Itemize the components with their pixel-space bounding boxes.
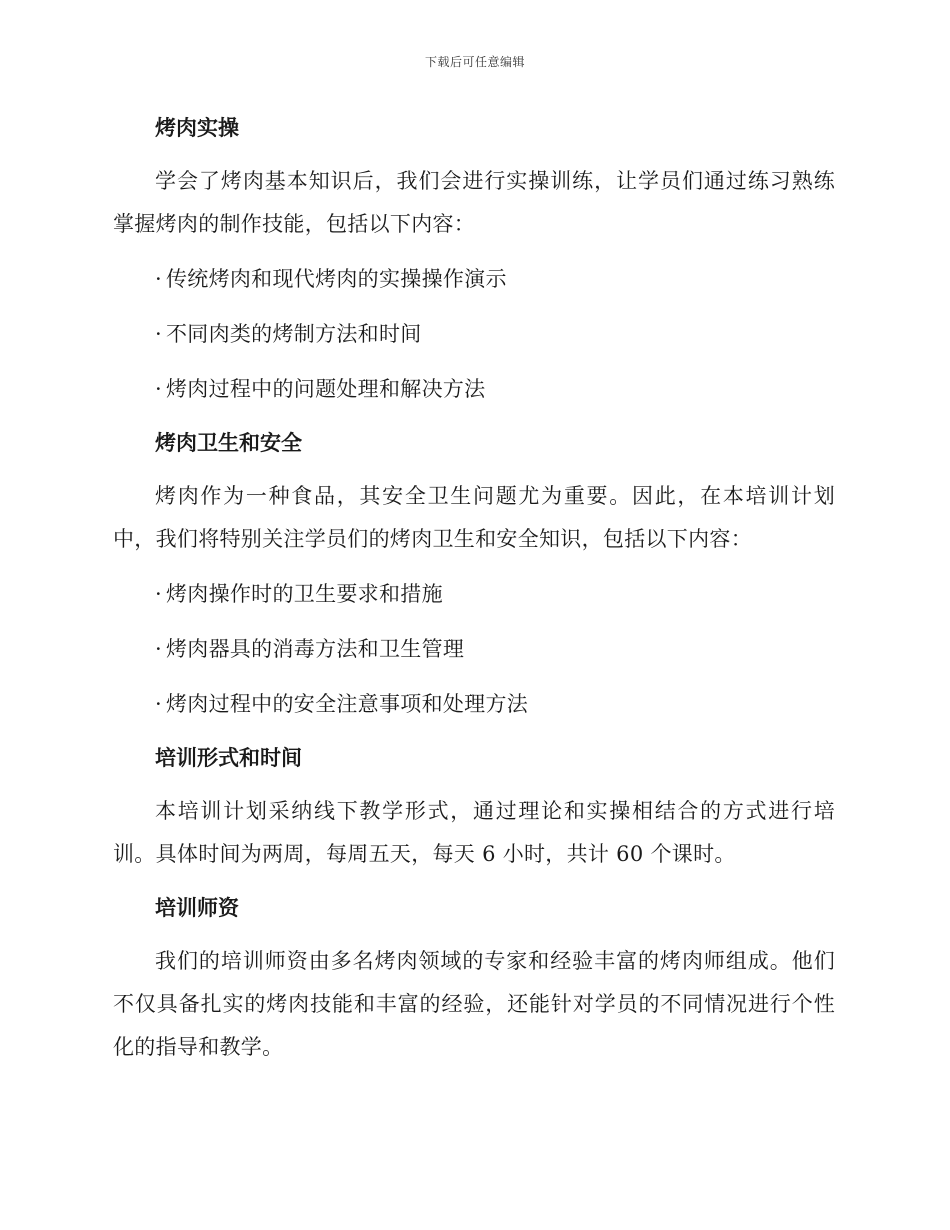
- section-paragraph: 我们的培训师资由多名烤肉领域的专家和经验丰富的烤肉师组成。他们不仅具备扎实的烤肉技能和丰富的经验，还能针对学员的不同情况进行个性化的指导和教学。: [113, 949, 835, 1059]
- section-format-schedule: [113, 738, 835, 876]
- list-item: [113, 683, 835, 726]
- document-body: [113, 108, 835, 1081]
- section-heading: 烤肉卫生和安全: [155, 431, 302, 455]
- list-item-text: 烤肉操作时的卫生要求和措施: [165, 582, 443, 606]
- list-item-text: 烤肉器具的消毒方法和卫生管理: [165, 637, 465, 661]
- bullet-dot: ·: [155, 637, 162, 661]
- bullet-dot: ·: [155, 267, 162, 291]
- list-item: [113, 258, 835, 301]
- list-item-text: 不同肉类的烤制方法和时间: [165, 322, 422, 346]
- bullet-dot: ·: [155, 322, 162, 346]
- list-item: [113, 628, 835, 671]
- page-header: 下载后可任意编辑: [424, 55, 525, 69]
- bullet-list: [113, 573, 835, 726]
- section-heading: 烤肉实操: [155, 116, 239, 140]
- section-paragraph: 学会了烤肉基本知识后，我们会进行实操训练，让学员们通过练习熟练掌握烤肉的制作技能，包括以下内容：: [113, 169, 835, 236]
- section-paragraph: 烤肉作为一种食品，其安全卫生问题尤为重要。因此，在本培训计划中，我们将特别关注学员们的烤肉卫生和安全知识，包括以下内容：: [113, 484, 835, 551]
- section-hygiene-safety: [113, 423, 835, 726]
- list-item: [113, 573, 835, 616]
- bullet-dot: ·: [155, 582, 162, 606]
- bullet-list: [113, 258, 835, 411]
- section-bbq-practice: [113, 108, 835, 411]
- list-item-text: 烤肉过程中的安全注意事项和处理方法: [165, 692, 529, 716]
- list-item: [113, 368, 835, 411]
- section-instructors: [113, 888, 835, 1069]
- section-paragraph: 本培训计划采纳线下教学形式，通过理论和实操相结合的方式进行培训。具体时间为两周，每周五天，每天 6 小时，共计 60 个课时。: [113, 799, 835, 866]
- list-item-text: 烤肉过程中的问题处理和解决方法: [165, 377, 486, 401]
- section-heading: 培训师资: [155, 896, 239, 920]
- list-item-text: 传统烤肉和现代烤肉的实操操作演示: [165, 267, 507, 291]
- bullet-dot: ·: [155, 692, 162, 716]
- bullet-dot: ·: [155, 377, 162, 401]
- list-item: [113, 313, 835, 356]
- section-heading: 培训形式和时间: [155, 746, 302, 770]
